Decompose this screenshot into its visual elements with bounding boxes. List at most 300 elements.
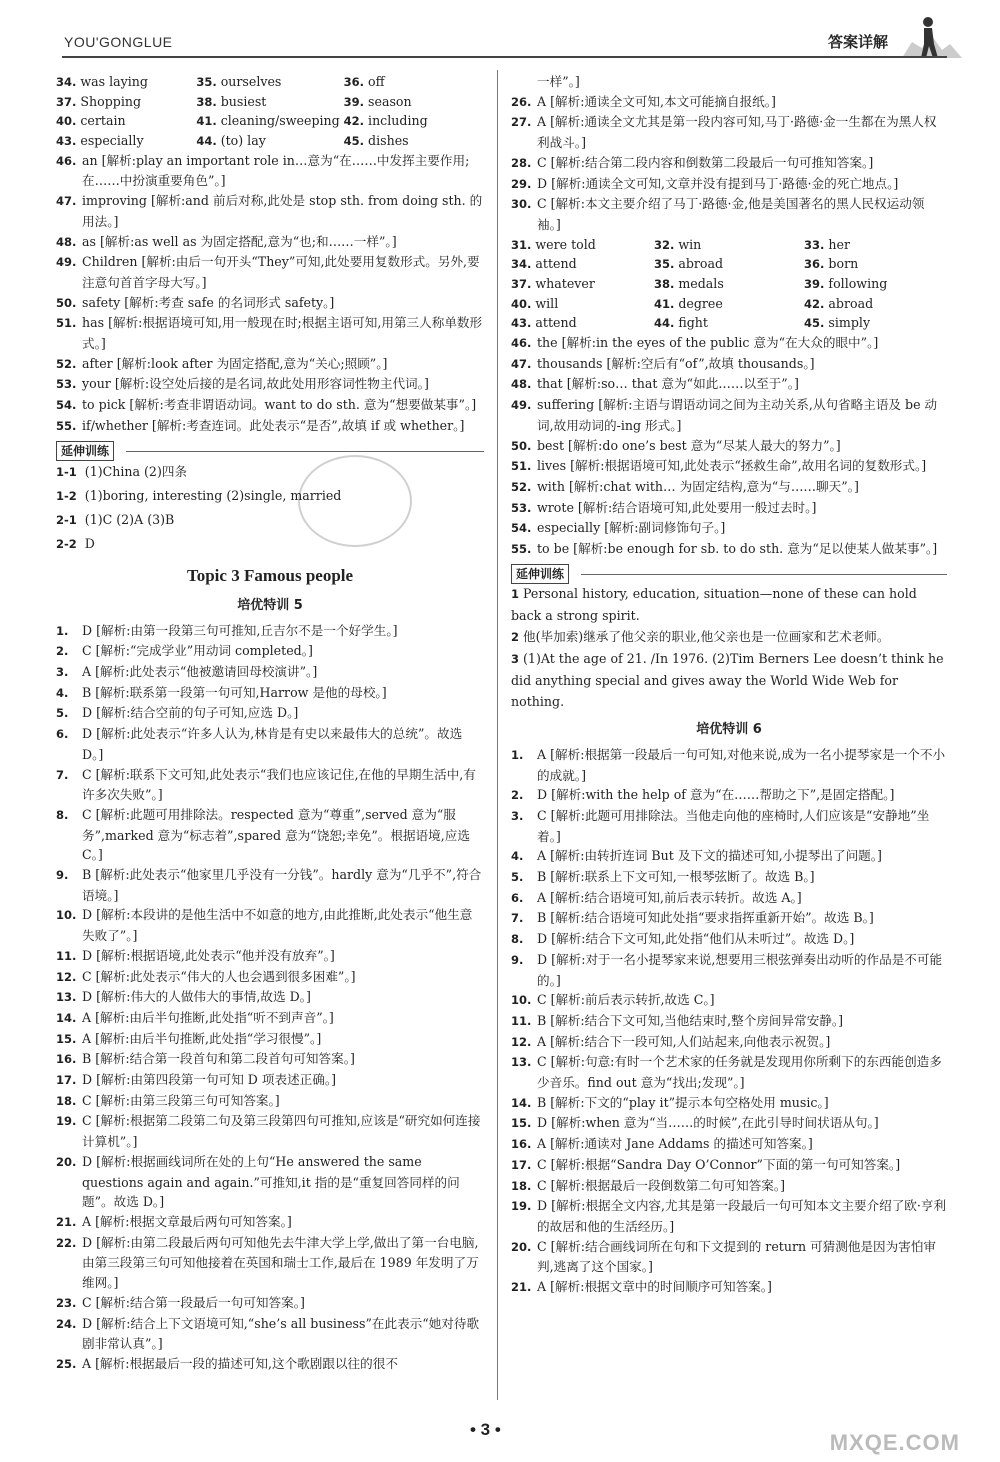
grid-cell <box>344 131 484 151</box>
item-text: A [解析:通读全文尤其是第一段内容可知,马丁·路德·金一生都在为黑人权利战斗。] <box>537 114 937 151</box>
item-number: 41. <box>653 296 675 311</box>
item-text: A [解析:结合下一段可知,人们站起来,向他表示祝贺。] <box>537 1033 831 1049</box>
item-number: 28. <box>511 155 532 170</box>
item-text: D <box>84 535 95 551</box>
item-text: C [解析:前后表示转折,故选 C。] <box>537 992 715 1008</box>
answer-item <box>511 194 947 234</box>
item-text: D [解析:对于一名小提琴家来说,想要用三根弦弹奏出动听的作品是不可能的。] <box>537 951 943 988</box>
item-number: 32. <box>653 237 675 252</box>
item-number: 12. <box>56 969 77 984</box>
answer-item <box>511 745 947 785</box>
header-section-title: 答案详解 <box>828 33 889 51</box>
item-text: suffering [解析:主语与谓语动词之间为主动关系,从句省略主语及 be 动词,故用动词的-ing 形式。] <box>537 397 938 433</box>
item-text: A [解析:结合语境可知,前后表示转折。故选 A。] <box>537 889 802 905</box>
item-text: (1)China (2)四条 <box>84 463 188 479</box>
item-number: 47. <box>56 194 77 209</box>
item-answer: including <box>368 113 428 129</box>
item-text: B [解析:联系第一段第一句可知,Harrow 是他的母校。] <box>82 684 387 700</box>
item-number: 20. <box>56 1154 77 1169</box>
item-number: 3 <box>511 651 520 666</box>
item-number: 5. <box>511 870 524 885</box>
continued-line: 一样”。] <box>537 74 580 89</box>
item-number: 46. <box>511 336 532 351</box>
answer-item <box>511 929 947 950</box>
item-number: 27. <box>511 115 532 130</box>
answer-item <box>56 662 484 683</box>
item-text: (1)C (2)A (3)B <box>84 511 175 527</box>
item-number: 42. <box>343 114 365 129</box>
answer-item <box>56 1049 484 1070</box>
item-number: 50. <box>56 295 77 310</box>
item-text: C [解析:此处表示“伟大的人也会遇到很多困难”。] <box>82 968 356 984</box>
item-text: has [解析:根据语境可知,用一般现在时;根据主语可知,用第三人称单数形式。] <box>82 315 483 352</box>
item-number: 4. <box>511 849 524 864</box>
answer-list-26-30 <box>511 92 947 235</box>
item-number: 24. <box>56 1316 77 1331</box>
answer-item <box>511 436 947 457</box>
item-number: 43. <box>56 134 77 149</box>
grid-cell <box>196 92 343 112</box>
item-text: D [解析:由第四段第一句可知 D 项表述正确。] <box>82 1072 337 1088</box>
item-text: A [解析:根据第一段最后一句可知,对他来说,成为一名小提琴家是一个不小的成就。] <box>537 746 946 783</box>
item-text: B [解析:结合下文可知,当他结束时,整个房间异常安静。] <box>537 1012 844 1028</box>
item-answer: following <box>828 276 888 291</box>
answer-grid-31-45 <box>511 235 947 333</box>
item-number: 49. <box>511 398 532 413</box>
answer-item <box>56 1111 484 1151</box>
item-number: 2-1 <box>56 512 77 527</box>
item-text: to pick [解析:考查非谓语动词。want to do sth. 意为“想要做某事”。] <box>82 397 477 413</box>
item-number: 9. <box>511 952 524 967</box>
item-answer: off <box>368 74 385 89</box>
item-number: 38. <box>653 277 675 291</box>
item-number: 3. <box>511 808 524 823</box>
grid-cell <box>344 92 484 112</box>
item-number: 49. <box>56 255 77 270</box>
item-text: A [解析:通读全文可知,本文可能摘自报纸。] <box>537 93 776 109</box>
item-number: 12. <box>511 1034 532 1049</box>
item-answer: medals <box>678 276 724 291</box>
answer-item <box>56 1029 484 1050</box>
answer-item <box>56 703 484 724</box>
item-text: as [解析:as well as 为固定搭配,意为“也;和……一样”。] <box>82 233 397 249</box>
item-number: 3. <box>56 665 69 679</box>
item-number: 36. <box>343 75 365 89</box>
item-number: 20. <box>511 1239 532 1254</box>
grid-row <box>56 92 484 112</box>
item-number: 40. <box>56 114 77 129</box>
item-number: 1-1 <box>56 464 77 479</box>
answer-item <box>511 498 947 519</box>
answer-item <box>511 374 947 395</box>
answer-item <box>56 1314 484 1354</box>
item-number: 25. <box>56 1356 77 1371</box>
grid-cell <box>654 313 804 333</box>
answer-item <box>511 846 947 867</box>
item-text: an [解析:play an important role in…意为“在……中发挥主要作用;在……中扮演重要角色”。] <box>82 152 470 189</box>
item-number: 44. <box>653 316 675 331</box>
answer-item <box>511 354 947 375</box>
item-answer: certain <box>80 113 126 129</box>
grid-cell <box>654 294 804 314</box>
answer-item <box>56 805 484 865</box>
item-number: 21. <box>56 1214 77 1229</box>
item-text: D [解析:when 意为“当……的时候”,在此引导时间状语从句。] <box>537 1115 879 1131</box>
item-text: D [解析:本段讲的是他生活中不如意的地方,由此推断,此处表示“他生意失败了”。] <box>82 907 473 944</box>
item-text: A [解析:通读对 Jane Addams 的描述可知答案。] <box>537 1136 813 1152</box>
answer-item <box>511 1011 947 1032</box>
answer-item <box>56 865 484 905</box>
item-text: C [解析:此题可用排除法。respected 意为“尊重”,served 意为“服务”,marked 意为“标志着”,spared 意为“饶恕;幸免”。根据语境,应选 C。] <box>82 806 470 863</box>
grid-cell <box>804 294 947 314</box>
item-answer: especially <box>80 133 144 149</box>
item-number: 55. <box>511 542 532 557</box>
answer-item <box>511 1277 947 1298</box>
item-answer: dishes <box>368 133 409 149</box>
extension-box-right <box>511 560 947 712</box>
item-number: 33. <box>804 237 825 252</box>
extension-box-left <box>56 437 484 556</box>
item-text: B [解析:结合语境可知此处指“要求指挥重新开始”。故选 B。] <box>537 910 874 926</box>
item-number: 22. <box>56 1235 77 1250</box>
item-text: safety [解析:考查 safe 的名词形式 safety。] <box>82 294 335 310</box>
answer-item <box>511 1113 947 1134</box>
item-number: 9. <box>56 868 69 883</box>
answer-item <box>56 621 484 642</box>
item-answer: will <box>535 295 559 311</box>
item-number: 46. <box>56 153 77 168</box>
item-number: 47. <box>511 356 532 371</box>
answer-item <box>56 151 484 191</box>
item-text: to be [解析:be enough for sb. to do sth. 意为“足以使某人做某事”。] <box>537 541 938 557</box>
item-number: 1-2 <box>56 488 77 503</box>
item-number: 51. <box>56 316 77 331</box>
answer-item <box>511 1176 947 1197</box>
answer-item <box>56 1293 484 1314</box>
grid-row <box>56 72 484 92</box>
answer-item <box>56 374 484 395</box>
item-text: C [解析:根据第二段第二句及第三段第四句可推知,应该是“研究如何连接计算机”。] <box>82 1113 481 1150</box>
item-answer: busiest <box>220 93 267 109</box>
item-answer: win <box>678 236 702 252</box>
grid-cell <box>804 313 947 333</box>
item-text: (1)At the age of 21. /In 1976. (2)Tim Berners Lee doesn’t think he did anything special and gives away the World Wide Web for nothing. <box>511 650 944 709</box>
column-divider <box>497 70 498 1400</box>
item-number: 52. <box>511 479 532 494</box>
item-text: C [解析:结合第二段内容和倒数第二段最后一句可推知答案。] <box>537 154 874 170</box>
item-text: D [解析:with the help of 意为“在……帮助之下”,是固定搭配。] <box>537 787 895 803</box>
item-number: 19. <box>56 1114 77 1129</box>
item-number: 4. <box>56 685 69 700</box>
grid-row <box>511 254 947 274</box>
answer-item <box>56 1152 484 1212</box>
item-number: 13. <box>56 990 77 1005</box>
grid-cell <box>56 131 196 151</box>
item-text: D [解析:根据全文内容,尤其是第一段最后一句可知本文主要介绍了欧·亨利的故居和他的生活经历。] <box>537 1198 947 1234</box>
answer-item <box>56 765 484 805</box>
grid-cell <box>804 254 947 274</box>
item-number: 30. <box>511 197 532 212</box>
answer-item <box>56 1233 484 1293</box>
answer-item <box>511 583 947 626</box>
answer-item <box>511 477 947 498</box>
item-number: 17. <box>511 1157 532 1172</box>
item-number: 38. <box>196 94 217 109</box>
item-text: improving [解析:and 前后对称,此处是 stop sth. from doing sth. 的用法。] <box>82 193 483 229</box>
item-answer: abroad <box>678 256 724 272</box>
grid-cell <box>654 274 804 294</box>
item-number: 43. <box>511 316 532 331</box>
item-text: D [解析:由第一段第三句可推知,丘吉尔不是一个好学生。] <box>82 622 398 638</box>
answer-item <box>56 395 484 416</box>
answer-item <box>56 416 484 437</box>
item-number: 21. <box>511 1280 532 1295</box>
item-number: 39. <box>343 94 365 109</box>
answer-item <box>56 987 484 1008</box>
extension-label: 延伸训练 <box>511 564 569 584</box>
grid-cell <box>56 111 196 131</box>
item-number: 2. <box>56 644 69 659</box>
item-answer: cleaning/sweeping <box>220 113 340 129</box>
grid-cell <box>654 254 804 274</box>
grid-cell <box>196 131 343 151</box>
item-number: 8. <box>511 932 524 947</box>
item-text: C [解析:结合画线词所在句和下文提到的 return 可猜测他是因为害怕审判,逃离了这个国家。] <box>537 1238 937 1275</box>
grid-cell <box>344 72 484 92</box>
item-text: wrote [解析:结合语境可知,此处要用一般过去时。] <box>537 499 817 515</box>
item-text: Children [解析:由后一句开头“They”可知,此处要用复数形式。另外,要注意句首首字母大写。] <box>82 254 480 290</box>
item-text: the [解析:in the eyes of the public 意为“在大众的眼中”。] <box>537 335 879 351</box>
item-text: B [解析:此处表示“他家里几乎没有一分钱”。hardly 意为“几乎不”,符合语境。] <box>82 867 482 903</box>
answer-item <box>511 539 947 560</box>
answer-item <box>511 785 947 806</box>
item-number: 50. <box>511 438 532 453</box>
item-answer: her <box>828 236 851 252</box>
grid-cell <box>511 254 654 274</box>
section-title-5: 培优特训 5 <box>237 597 303 613</box>
answer-item <box>56 532 484 556</box>
item-number: 15. <box>56 1031 77 1046</box>
answer-item <box>56 905 484 945</box>
item-text: that [解析:so… that 意为“如此……以至于”。] <box>537 376 799 392</box>
item-number: 5. <box>56 706 69 721</box>
item-text: A [解析:由转折连词 But 及下文的描述可知,小提琴出了问题。] <box>537 848 882 864</box>
item-text: C [解析:由第三段第三句可知答案。] <box>82 1092 280 1108</box>
item-number: 44. <box>196 134 217 149</box>
item-text: D [解析:结合空前的句子可知,应选 D。] <box>82 705 299 721</box>
item-answer: were told <box>535 236 596 252</box>
item-text: lives [解析:根据语境可知,此处表示“拯救生命”,故用名词的复数形式。] <box>537 458 927 474</box>
item-number: 2 <box>511 629 520 644</box>
item-number: 41. <box>196 114 217 129</box>
answer-list-1-21 <box>511 745 947 1298</box>
grid-cell <box>511 235 654 255</box>
item-number: 42. <box>804 296 825 311</box>
answer-item <box>56 1212 484 1233</box>
answer-item <box>511 1155 947 1176</box>
item-number: 15. <box>511 1116 532 1131</box>
item-number: 45. <box>343 134 365 149</box>
answer-item <box>56 946 484 967</box>
item-answer: was laying <box>80 74 148 89</box>
item-number: 37. <box>56 94 77 109</box>
item-number: 19. <box>511 1199 532 1214</box>
answer-item <box>56 1008 484 1029</box>
item-number: 34. <box>511 257 532 272</box>
item-text: C [解析:“完成学业”用动词 completed。] <box>82 643 313 659</box>
grid-row <box>511 274 947 294</box>
item-number: 16. <box>511 1137 532 1152</box>
item-number: 8. <box>56 807 69 822</box>
item-text: thousands [解析:空后有“of”,故填 thousands。] <box>537 355 815 371</box>
answer-item <box>56 508 484 532</box>
item-number: 1 <box>511 586 520 601</box>
runner-icon <box>902 14 962 62</box>
item-number: 11. <box>56 948 77 963</box>
answer-list-46-55 <box>56 151 484 437</box>
answer-item <box>511 1134 947 1155</box>
answer-item <box>56 354 484 375</box>
section-title-6: 培优特训 6 <box>696 721 762 737</box>
item-number: 23. <box>56 1295 77 1310</box>
item-number: 45. <box>804 316 825 331</box>
answer-item <box>56 967 484 988</box>
item-number: 48. <box>511 377 532 392</box>
item-text: (1)boring, interesting (2)single, married <box>84 487 342 503</box>
item-number: 55. <box>56 418 77 433</box>
item-number: 10. <box>511 993 532 1008</box>
answer-item <box>511 112 947 152</box>
item-number: 37. <box>511 277 532 291</box>
item-text: D [解析:此处表示“许多人认为,林肯是有史以来最伟大的总统”。故选 D。] <box>82 726 463 762</box>
answer-grid-34-45 <box>56 72 484 151</box>
topic-title: Topic 3 Famous people <box>186 565 354 585</box>
item-number: 35. <box>196 75 217 89</box>
answer-item <box>56 683 484 704</box>
item-text: D [解析:通读全文可知,文章并没有提到马丁·路德·金的死亡地点。] <box>537 175 899 191</box>
grid-cell <box>196 111 343 131</box>
item-answer: season <box>368 93 412 109</box>
item-text: best [解析:do one’s best 意为“尽某人最大的努力”。] <box>537 437 841 453</box>
answer-item <box>56 1070 484 1091</box>
answer-item <box>511 92 947 113</box>
item-answer: (to) lay <box>220 133 266 149</box>
answer-item <box>511 908 947 929</box>
answer-list-1-25 <box>56 621 484 1375</box>
item-text: A [解析:根据最后一段的描述可知,这个歌剧跟以往的很不 <box>82 1355 398 1371</box>
page-number: • 3 • <box>470 1420 501 1439</box>
item-answer: ourselves <box>220 74 282 89</box>
answer-item <box>511 888 947 909</box>
item-number: 18. <box>56 1093 77 1108</box>
grid-row <box>511 235 947 255</box>
item-number: 11. <box>511 1013 532 1028</box>
item-text: D [解析:由第二段最后两句可知他先去牛津大学上学,做出了第一台电脑,由第三段第三句可知他接着在英国和瑞士工作,最后在 1989 年发明了万维网。] <box>82 1234 479 1291</box>
answer-item <box>56 293 484 314</box>
answer-item <box>56 641 484 662</box>
item-text: if/whether [解析:考查连词。此处表示“是否”,故填 if 或 whether。] <box>82 417 465 433</box>
item-text: Personal history, education, situation—none of these can hold back a strong spirit. <box>511 585 917 623</box>
grid-row <box>511 313 947 333</box>
item-number: 1. <box>56 623 69 638</box>
item-number: 7. <box>511 911 524 926</box>
answer-item <box>511 648 947 712</box>
answer-item <box>56 1354 484 1375</box>
left-column <box>56 72 484 1375</box>
grid-cell <box>804 274 947 294</box>
grid-cell <box>344 111 484 131</box>
item-number: 10. <box>56 908 77 923</box>
item-answer: attend <box>535 256 577 272</box>
item-text: A [解析:根据文章中的时间顺序可知答案。] <box>537 1279 772 1295</box>
grid-row <box>56 131 484 151</box>
item-text: D [解析:伟大的人做伟大的事情,故选 D。] <box>82 989 311 1005</box>
item-text: B [解析:下文的“play it”提示本句空格处用 music。] <box>537 1094 829 1110</box>
item-text: with [解析:chat with… 为固定结构,意为“与……聊天”。] <box>537 478 859 494</box>
watermark: MXQE.COM <box>829 1430 960 1455</box>
grid-cell <box>56 92 196 112</box>
answer-item <box>56 1091 484 1112</box>
item-number: 39. <box>804 277 825 291</box>
right-column <box>511 72 947 1298</box>
item-text: A [解析:由后半句推断,此处指“学习很慢”。] <box>82 1030 322 1046</box>
item-number: 14. <box>56 1010 77 1025</box>
answer-item <box>511 456 947 477</box>
item-number: 16. <box>56 1052 77 1067</box>
item-answer: born <box>828 256 859 272</box>
grid-cell <box>511 274 654 294</box>
grid-row <box>511 294 947 314</box>
grid-cell <box>511 294 654 314</box>
item-text: C [解析:句意:有时一个艺术家的任务就是发现用你所剩下的东西能创造多少音乐。find out 意为“找出;发现”。] <box>537 1054 942 1091</box>
item-text: C [解析:根据“Sandra Day O’Connor”下面的第一句可知答案。] <box>537 1156 901 1172</box>
item-answer: attend <box>535 315 577 331</box>
item-text: A [解析:此处表示“他被邀请回母校演讲”。] <box>82 664 318 679</box>
answer-item <box>511 1032 947 1053</box>
answer-item <box>511 518 947 539</box>
item-number: 54. <box>511 521 532 536</box>
item-number: 2. <box>511 788 524 803</box>
answer-item <box>511 1237 947 1277</box>
header-brand: YOU'GONGLUE <box>64 34 173 50</box>
answer-item <box>511 990 947 1011</box>
item-number: 52. <box>56 356 77 371</box>
item-text: especially [解析:副词修饰句子。] <box>537 520 726 536</box>
extension-label: 延伸训练 <box>56 441 114 461</box>
item-number: 6. <box>56 727 69 742</box>
grid-cell <box>196 72 343 92</box>
item-number: 26. <box>511 94 532 109</box>
grid-cell <box>511 313 654 333</box>
item-text: B [解析:联系上下文可知,一根琴弦断了。故选 B。] <box>537 869 815 885</box>
item-number: 6. <box>511 890 524 905</box>
item-number: 7. <box>56 767 69 782</box>
grid-cell <box>654 235 804 255</box>
item-answer: Shopping <box>80 93 142 109</box>
answer-item <box>511 395 947 435</box>
answer-item <box>511 174 947 195</box>
item-answer: abroad <box>828 295 874 311</box>
item-text: D [解析:结合上下文语境可知,“she’s all business”在此表示“她对待歌剧非常认真”。] <box>82 1315 480 1352</box>
item-number: 31. <box>511 237 532 252</box>
item-text: C [解析:本文主要介绍了马丁·路德·金,他是美国著名的黑人民权运动领袖。] <box>537 196 925 232</box>
item-text: A [解析:由后半句推断,此处指“听不到声音”。] <box>82 1009 334 1025</box>
item-number: 34. <box>56 75 77 89</box>
item-text: D [解析:结合下文可知,此处指“他们从未听过”。故选 D。] <box>537 931 855 947</box>
answer-item <box>511 950 947 990</box>
answer-item <box>56 724 484 764</box>
answer-item <box>511 806 947 846</box>
